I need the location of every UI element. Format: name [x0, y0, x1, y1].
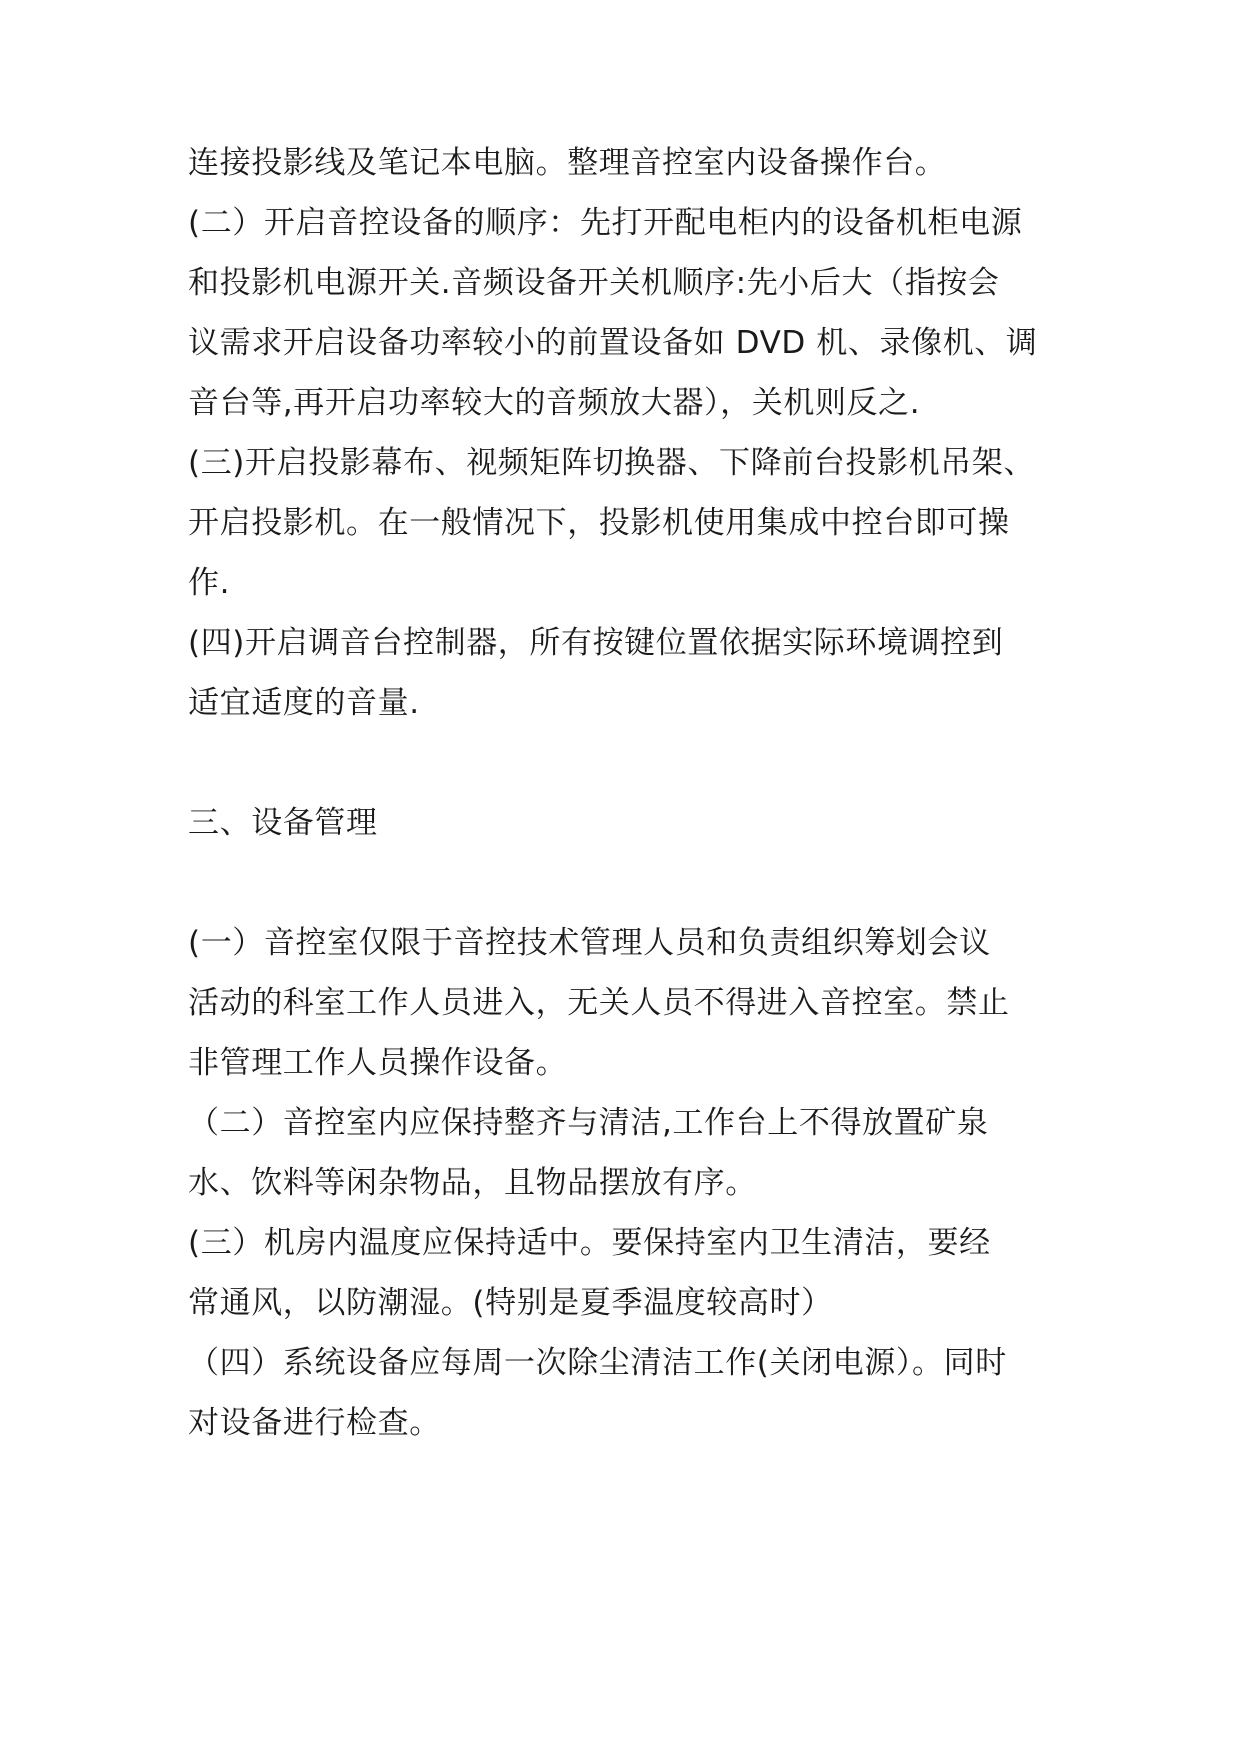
text-line: 议需求开启设备功率较小的前置设备如 DVD 机、录像机、调 [188, 325, 1038, 361]
section-heading: 三、设备管理 [188, 805, 378, 841]
text-line: 非管理工作人员操作设备。 [188, 1045, 568, 1081]
text-line: （二）音控室内应保持整齐与清洁,工作台上不得放置矿泉 [188, 1105, 989, 1141]
text-line: (一）音控室仅限于音控技术管理人员和负责组织筹划会议 [188, 925, 991, 961]
text-line: 水、饮料等闲杂物品，且物品摆放有序。 [188, 1165, 757, 1201]
text-line: (三)开启投影幕布、视频矩阵切换器、下降前台投影机吊架、 [188, 445, 1035, 481]
text-line: 活动的科室工作人员进入，无关人员不得进入音控室。禁止 [188, 985, 1010, 1021]
text-line: 适宜适度的音量. [188, 685, 420, 721]
text-line: (三）机房内温度应保持适中。要保持室内卫生清洁，要经 [188, 1225, 991, 1261]
text-line: 对设备进行检查。 [188, 1405, 441, 1441]
text-line: 音台等,再开启功率较大的音频放大器），关机则反之. [188, 385, 921, 421]
text-line: 开启投影机。在一般情况下，投影机使用集成中控台即可操 [188, 505, 1010, 541]
text-line: （四）系统设备应每周一次除尘清洁工作(关闭电源）。同时 [188, 1345, 1007, 1381]
text-line: 和投影机电源开关.音频设备开关机顺序:先小后大（指按会 [188, 265, 1000, 301]
text-line: 作. [188, 565, 231, 601]
text-line: (二）开启音控设备的顺序：先打开配电柜内的设备机柜电源 [188, 205, 1023, 241]
text-line: (四)开启调音台控制器，所有按键位置依据实际环境调控到 [188, 625, 1004, 661]
text-line: 连接投影线及笔记本电脑。整理音控室内设备操作台。 [188, 145, 947, 181]
text-line: 常通风，以防潮湿。(特别是夏季温度较高时） [188, 1285, 833, 1321]
